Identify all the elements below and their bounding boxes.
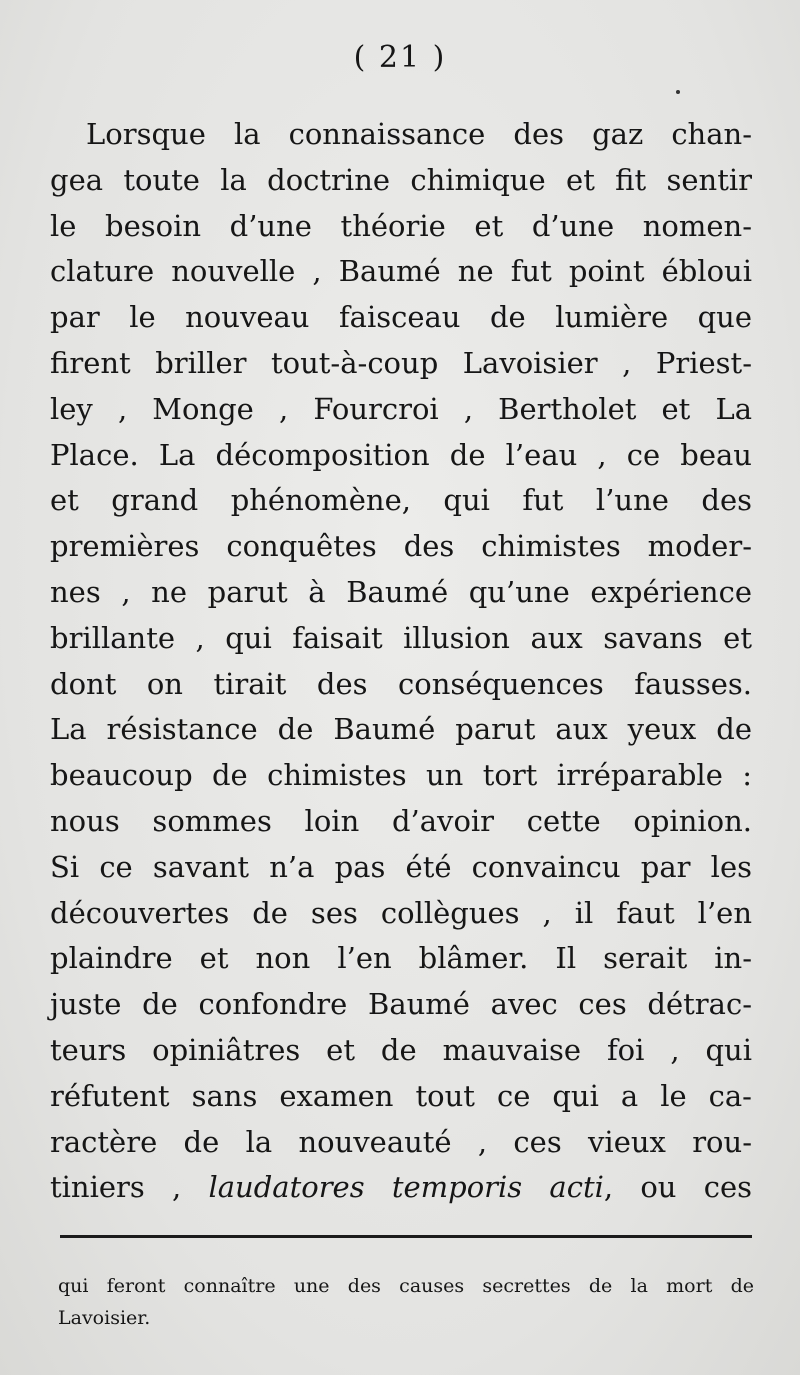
footnote-line: Lavoisier. bbox=[58, 1307, 151, 1329]
text-line: gea toute la doctrine chimique et fit sentir bbox=[50, 162, 752, 197]
text-line: découvertes de ses collègues , il faut l’en bbox=[50, 895, 752, 930]
text-line: firent briller tout-à-coup Lavoisier , Priest- bbox=[50, 345, 752, 380]
text-line: ractère de la nouveauté , ces vieux rou- bbox=[50, 1124, 752, 1159]
text-line: teurs opiniâtres et de mauvaise foi , qui bbox=[50, 1032, 752, 1067]
text-line: ley , Monge , Fourcroi , Bertholet et La bbox=[50, 391, 752, 426]
text-line: clature nouvelle , Baumé ne fut point ébloui bbox=[50, 254, 752, 289]
text-line: nes , ne parut à Baumé qu’une expérience bbox=[50, 574, 752, 609]
ink-speck bbox=[676, 90, 680, 94]
last-line-start: tiniers , bbox=[50, 1170, 182, 1205]
text-line: Si ce savant n’a pas été convaincu par les bbox=[50, 849, 752, 884]
latin-phrase: laudatores temporis acti bbox=[208, 1170, 604, 1205]
text-line: plaindre et non l’en blâmer. Il serait in- bbox=[50, 941, 752, 976]
text-line: dont on tirait des conséquences fausses. bbox=[50, 666, 752, 701]
text-line: par le nouveau faisceau de lumière que bbox=[50, 300, 752, 335]
text-line: Place. La décomposition de l’eau , ce beau bbox=[50, 437, 752, 472]
footnote bbox=[58, 1270, 754, 1334]
page-number: ( 21 ) bbox=[353, 40, 447, 75]
text-line: le besoin d’une théorie et d’une nomen- bbox=[50, 208, 752, 243]
text-line: juste de confondre Baumé avec ces détrac- bbox=[50, 987, 752, 1022]
text-line: brillante , qui faisait illusion aux savans et bbox=[50, 620, 752, 655]
text-line: La résistance de Baumé parut aux yeux de bbox=[50, 712, 752, 747]
text-line: beaucoup de chimistes un tort irréparable : bbox=[50, 758, 752, 793]
text-line: premières conquêtes des chimistes moder- bbox=[50, 529, 752, 564]
text-line: Lorsque la connaissance des gaz chan- bbox=[86, 117, 752, 151]
text-line: réfutent sans examen tout ce qui a le ca- bbox=[50, 1078, 752, 1113]
text-line-last bbox=[50, 1165, 752, 1211]
footnote-line: qui feront connaître une des causes secrettes de la mort de bbox=[58, 1275, 754, 1297]
text-line: nous sommes loin d’avoir cette opinion. bbox=[50, 803, 752, 838]
text-line: et grand phénomène, qui fut l’une des bbox=[50, 483, 752, 518]
footnote-rule bbox=[60, 1235, 752, 1238]
last-line-end: , ou ces bbox=[603, 1170, 752, 1205]
body-text bbox=[50, 112, 752, 1211]
